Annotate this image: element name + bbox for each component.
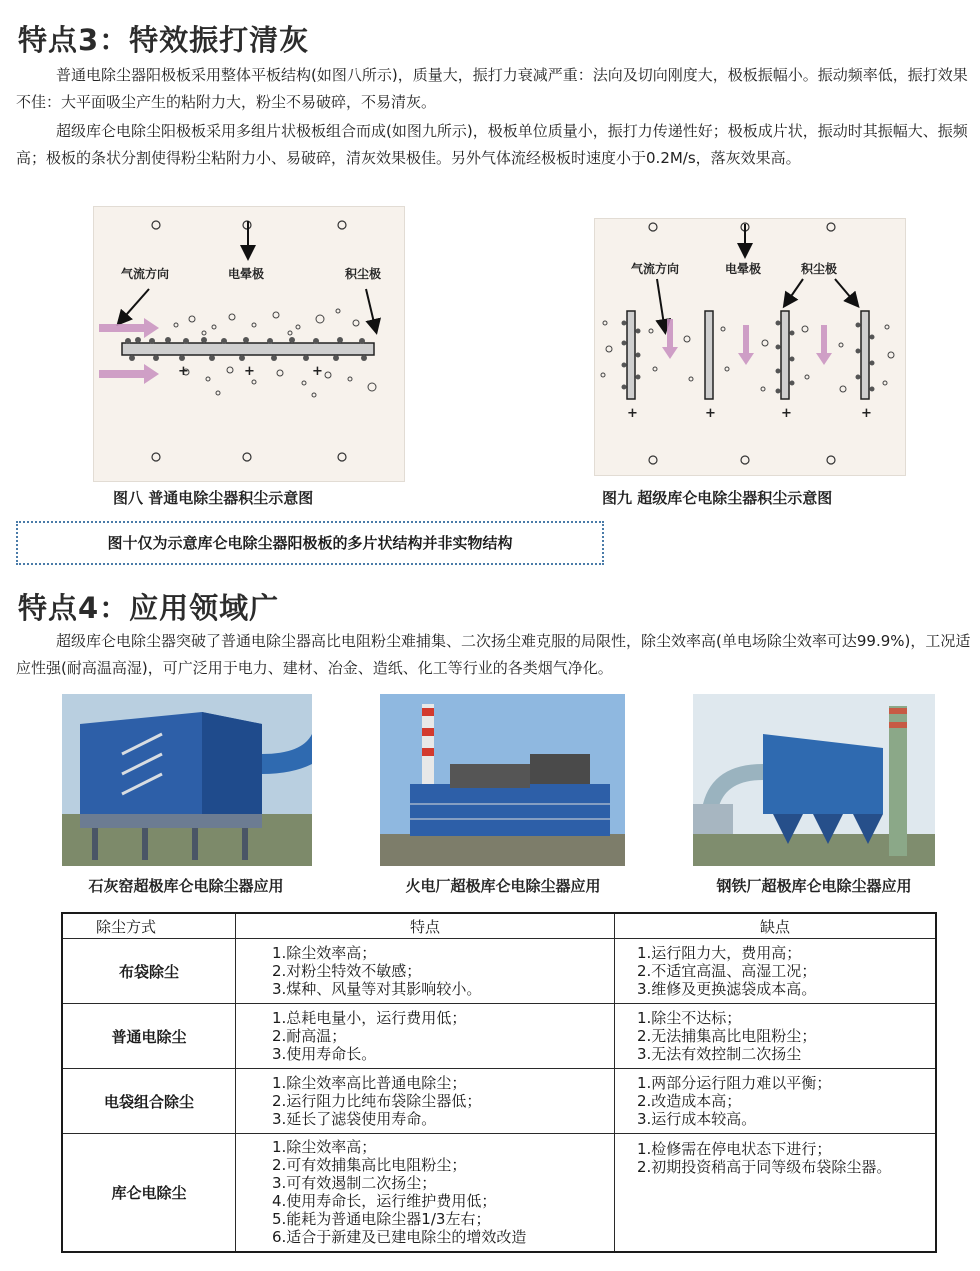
dust-removal-comparison-table (61, 912, 937, 1253)
table-header-row (62, 913, 936, 939)
fig8-corona-label: 电晕极 (228, 267, 265, 281)
method-cell: 库仑电除尘 (62, 1134, 236, 1252)
list-item: 6.适合于新建及已建电除尘的增效改造 (272, 1228, 527, 1247)
table-header-cons: 缺点 (615, 913, 937, 939)
pros-cell (236, 1134, 615, 1252)
list-item: 1.除尘效率高； (272, 1138, 377, 1157)
svg-text:+: + (861, 406, 872, 421)
figure-8-diagram (93, 206, 405, 482)
list-item: 2.无法捕集高比电阻粉尘； (637, 1027, 817, 1045)
list-item: 3.煤种、风量等对其影响较小。 (272, 980, 482, 998)
figure-note-box: 图十仅为示意库仑电除尘器阳极板的多片状结构并非实物结构 (16, 521, 604, 565)
fig8-airflow-label: 气流方向 (121, 267, 170, 281)
list-item: 1.两部分运行阻力难以平衡； (637, 1074, 832, 1092)
list-item: 4.使用寿命长，运行维护费用低； (272, 1192, 497, 1211)
table-row (62, 939, 936, 1004)
table-header-pros: 特点 (236, 913, 615, 939)
list-item: 3.无法有效控制二次扬尘 (637, 1045, 802, 1063)
list-item: 3.可有效遏制二次扬尘； (272, 1174, 437, 1193)
collecting-plate (122, 343, 374, 355)
section3-paragraph-2: 超级库仑电除尘阳极板采用多组片状极板组合而成(如图九所示)，极板单位质量小，振打力传递性好；极板成片状，振动时其振幅大、振频高；极板的条状分割使得粉尘粘附力小、易破碎，清灰效果极佳。另外气体流经极板时速度小于0.2M/s，落灰效果高。 (16, 122, 968, 167)
list-item: 1.总耗电量小，运行费用低； (272, 1009, 467, 1027)
list-item: 2.初期投资稍高于同等级布袋除尘器。 (637, 1158, 892, 1176)
svg-text:+: + (244, 364, 255, 379)
pros-cell (236, 1004, 615, 1069)
list-item: 2.可有效捕集高比电阻粉尘； (272, 1156, 467, 1175)
svg-text:+: + (705, 406, 716, 421)
list-item: 2.运行阻力比纯布袋除尘器低； (272, 1092, 482, 1110)
svg-text:+: + (312, 364, 323, 379)
cons-cell (615, 1134, 937, 1252)
figure-9-caption: 图九 超级库仑电除尘器积尘示意图 (602, 489, 833, 507)
list-item: 2.改造成本高； (637, 1092, 742, 1110)
list-item: 1.除尘效率高比普通电除尘； (272, 1074, 467, 1092)
list-item: 2.不适宜高温、高湿工况； (637, 962, 817, 980)
table-row (62, 1004, 936, 1069)
pros-cell (236, 1069, 615, 1134)
steel-plant-photo-caption: 钢铁厂超极库仑电除尘器应用 (716, 877, 912, 895)
list-item: 3.延长了滤袋使用寿命。 (272, 1110, 437, 1128)
steel-plant-application-photo (693, 694, 935, 866)
section4-heading: 特点4：应用领域广 (18, 591, 280, 625)
method-cell: 布袋除尘 (62, 939, 236, 1004)
pros-cell (236, 939, 615, 1004)
figure-8-caption: 图八 普通电除尘器积尘示意图 (113, 489, 314, 507)
lime-kiln-photo-caption: 石灰窑超极库仑电除尘器应用 (88, 877, 284, 895)
figure-9-diagram (594, 218, 906, 476)
method-cell: 普通电除尘 (62, 1004, 236, 1069)
list-item: 1.除尘效率高； (272, 944, 377, 962)
cons-cell (615, 1069, 937, 1134)
list-item: 2.耐高温； (272, 1027, 347, 1045)
table-row (62, 1069, 936, 1134)
fig8-collecting-label: 积尘极 (345, 267, 382, 281)
power-plant-photo-caption: 火电厂超极库仑电除尘器应用 (405, 877, 601, 895)
section3-paragraph-1: 普通电除尘器阳极板采用整体平板结构(如图八所示)，质量大，振打力衰减严重：法向及切向刚度大，极板振幅小。振动频率低，振打效果不佳：大平面吸尘产生的粘附力大，粉尘不易破碎，不易清灰。 (16, 66, 968, 111)
list-item: 1.检修需在停电状态下进行； (637, 1140, 832, 1158)
svg-text:+: + (627, 406, 638, 421)
list-item: 2.对粉尘特效不敏感； (272, 962, 422, 980)
fig9-airflow-label: 气流方向 (631, 262, 680, 276)
list-item: 3.使用寿命长。 (272, 1045, 377, 1063)
svg-text:+: + (781, 406, 792, 421)
list-item: 5.能耗为普通电除尘器1/3左右； (272, 1210, 491, 1229)
section3-heading: 特点3：特效振打清灰 (18, 23, 310, 57)
method-cell: 电袋组合除尘 (62, 1069, 236, 1134)
list-item: 3.运行成本较高。 (637, 1110, 757, 1128)
fig9-collecting-label: 积尘极 (801, 262, 838, 276)
list-item: 3.维修及更换滤袋成本高。 (637, 980, 817, 998)
table-row (62, 1134, 936, 1252)
list-item: 1.除尘不达标； (637, 1009, 742, 1027)
cons-cell (615, 939, 937, 1004)
fig9-corona-label: 电晕极 (725, 262, 762, 276)
list-item: 1.运行阻力大，费用高； (637, 944, 802, 962)
lime-kiln-application-photo (62, 694, 312, 866)
section4-paragraph: 超级库仑电除尘器突破了普通电除尘器高比电阻粉尘难捕集、二次扬尘难克服的局限性，除尘效率高(单电场除尘效率可达99.9%)，工况适应性强(耐高温高湿)，可广泛用于电力、建材、冶金、造纸、化工等行业的各类烟气净化。 (16, 632, 971, 677)
table-header-method: 除尘方式 (62, 913, 236, 939)
svg-text:+: + (178, 364, 189, 379)
cons-cell (615, 1004, 937, 1069)
power-plant-application-photo (380, 694, 625, 866)
